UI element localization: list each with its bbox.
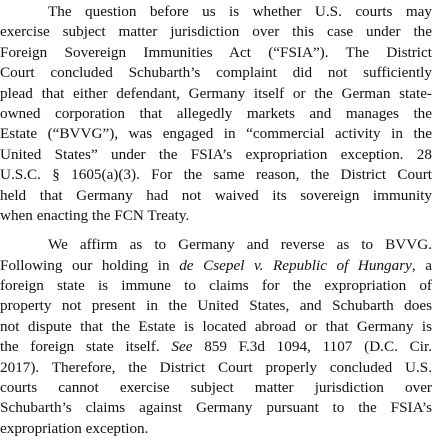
line-text-with-italic: Following our holding in de Csepel v. Republic of Hungary, a <box>0 256 432 274</box>
italic-text: de Csepel v. Republic of Hungary <box>179 256 412 274</box>
paragraph-line: exercise subject matter jurisdiction over this case under the <box>0 23 432 41</box>
paragraph-line: when enacting the FCN Treaty. <box>0 206 190 224</box>
paragraph-line: held that Germany had not waived its sovereign immunity <box>0 186 432 204</box>
paragraph-line: The question before us is whether U.S. courts may <box>48 3 432 20</box>
line-text-with-italic-see: the foreign state itself. See 859 F.3d 1094, 1107 (D.C. Cir. <box>0 338 432 356</box>
paragraph-line: Estate (“BVVG”), was engaged in “commercial activity in the <box>0 125 432 143</box>
paragraph-line: We affirm as to Germany and reverse as to BVVG. <box>48 236 432 254</box>
paragraph-1 <box>0 2 432 226</box>
paragraph-line: Schubarth’s claims against Germany pursuant to the FSIA’s <box>0 399 432 417</box>
paragraph-line: property not present in the United States, and Schubarth does <box>0 297 432 315</box>
paragraph-line: expropriation exception. <box>0 419 149 437</box>
italic-text: See <box>171 338 193 356</box>
paragraph-spacer <box>0 226 432 235</box>
paragraph-line: courts cannot exercise subject matter jurisdiction over <box>0 379 432 397</box>
paragraph-line: Foreign Sovereign Immunities Act (“FSIA”). The District <box>0 43 432 61</box>
paragraph-line <box>0 256 432 276</box>
document-page <box>0 2 432 439</box>
paragraph-line: Court concluded Schubarth’s complaint did not sufficiently <box>0 64 432 82</box>
paragraph-line: foreign state is immune to claims for the expropriation of <box>0 277 432 295</box>
paragraph-line: 2017). Therefore, the District Court properly concluded U.S. <box>0 358 432 376</box>
paragraph-line <box>0 337 432 357</box>
paragraph-2 <box>0 235 432 439</box>
paragraph-line: U.S.C. § 1605(a)(3). For the same reason, the District Court <box>0 166 432 184</box>
paragraph-line: not dispute that the Estate is located abroad or that Germany is <box>0 317 432 335</box>
paragraph-line: owned corporation that allegedly markets and manages the <box>0 104 432 122</box>
paragraph-line: United States” under the FSIA’s expropriation exception. 28 <box>0 145 432 163</box>
paragraph-line: plead that either defendant, Germany itself or the German state- <box>0 84 432 102</box>
